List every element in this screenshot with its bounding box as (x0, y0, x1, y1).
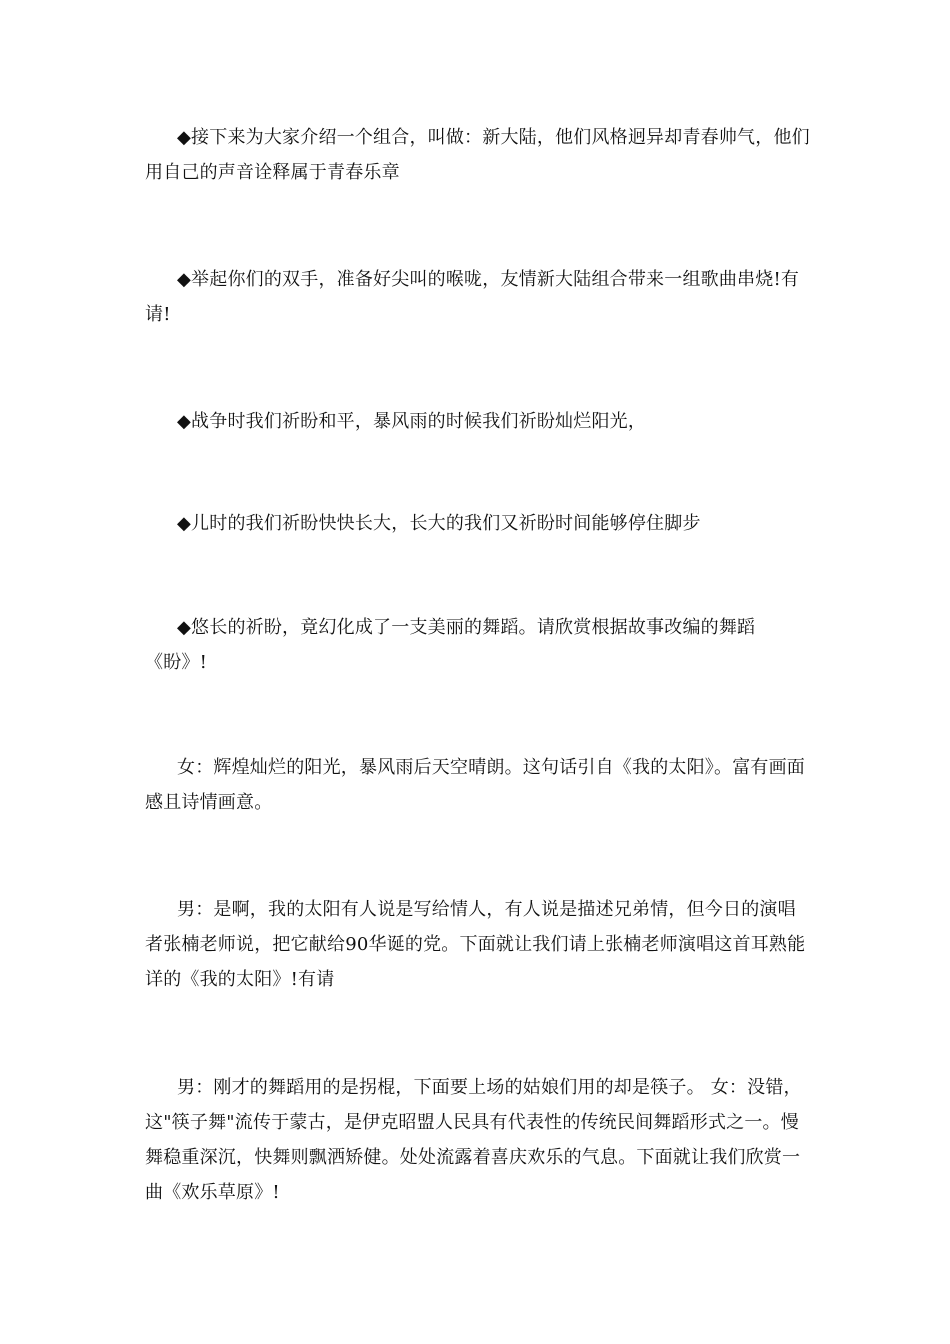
paragraph-childhood: ◆儿时的我们祈盼快快长大，长大的我们又祈盼时间能够停住脚步 (177, 513, 701, 534)
paragraph-raise-hands: ◆举起你们的双手，准备好尖叫的喉咙，友情新大陆组合带来一组歌曲串烧!有请! (145, 269, 800, 325)
paragraph-chopstick-dance: 男：刚才的舞蹈用的是拐棍，下面要上场的姑娘们用的却是筷子。 女：没错，这"筷子舞"流传于蒙古，是伊克昭盟人民具有代表性的传统民间舞蹈形式之一。慢舞稳重深沉，快舞则飘洒矫健。处处流露着喜庆欢乐的气息。下面就让我们欣赏一曲《欢乐草原》! (145, 1077, 802, 1203)
paragraph-dance-pan: ◆悠长的祈盼，竟幻化成了一支美丽的舞蹈。请欣赏根据故事改编的舞蹈《盼》! (145, 617, 756, 673)
paragraph-war-peace: ◆战争时我们祈盼和平，暴风雨的时候我们祈盼灿烂阳光， (177, 411, 647, 432)
paragraph-female-sun: 女：辉煌灿烂的阳光，暴风雨后天空晴朗。这句话引自《我的太阳》。富有画面感且诗情画意。 (145, 757, 805, 813)
paragraph-intro-group: ◆接下来为大家介绍一个组合，叫做：新大陆，他们风格迥异却青春帅气，他们用自己的声音诠释属于青春乐章 (145, 127, 810, 183)
paragraph-male-singer: 男：是啊，我的太阳有人说是写给情人，有人说是描述兄弟情，但今日的演唱者张楠老师说，把它献给90华诞的党。下面就让我们请上张楠老师演唱这首耳熟能详的《我的太阳》!有请 (145, 899, 806, 990)
